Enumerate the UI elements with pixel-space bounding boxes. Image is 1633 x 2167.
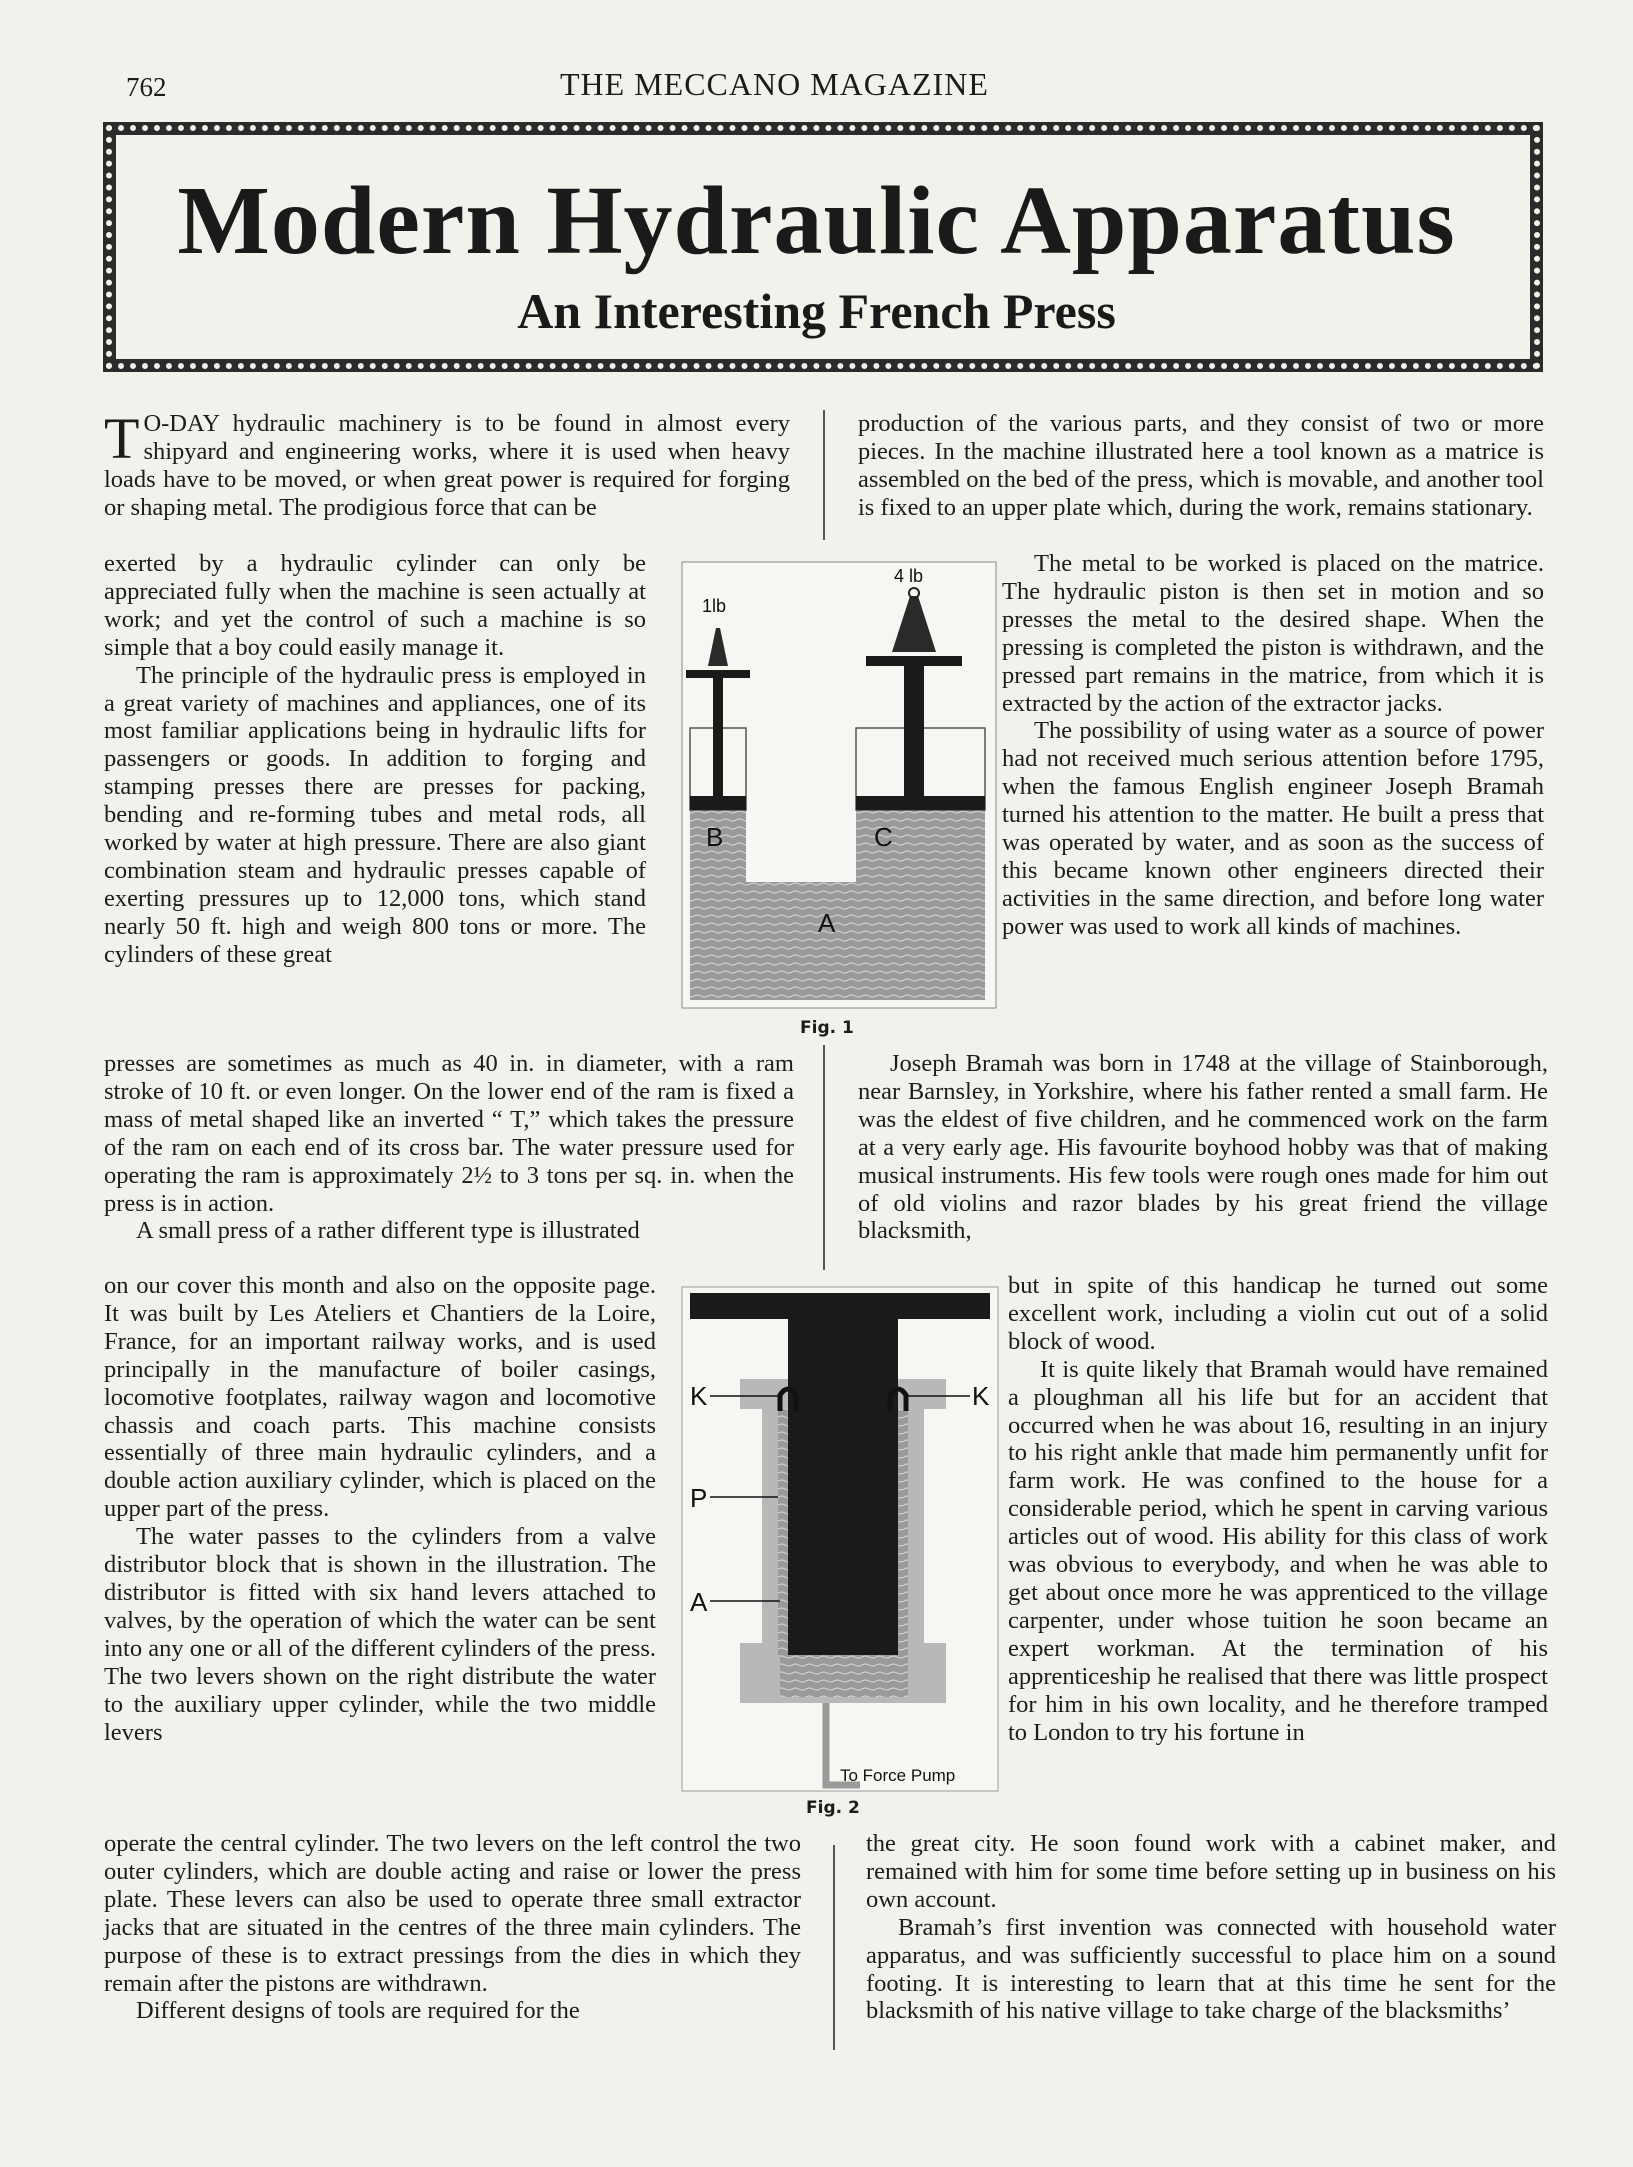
left-column-bottom bbox=[104, 1830, 801, 2025]
column-rule-top bbox=[823, 410, 825, 540]
paragraph: but in spite of this handicap he turned out some excellent work, including a violin cut out of a solid block of wood. bbox=[1008, 1272, 1548, 1355]
fig1-weight-left: 1lb bbox=[702, 596, 727, 616]
fig1-right-piston bbox=[856, 796, 985, 810]
fig1-right-plate bbox=[866, 656, 962, 666]
figure-2-diagram bbox=[680, 1285, 1000, 1795]
fig2-water-chamber bbox=[780, 1655, 908, 1697]
fig1-label-c: C bbox=[874, 822, 893, 852]
fig2-water-side-left bbox=[778, 1409, 788, 1655]
fig2-pump-label: To Force Pump bbox=[840, 1766, 956, 1785]
paragraph: the great city. He soon found work with a cabinet maker, and remained with him for some time before setting up in business on his own account. bbox=[866, 1830, 1556, 1913]
paragraph: The principle of the hydraulic press is employed in a great variety of machines and appliances, one of its most familiar applications being in hydraulic lifts for passengers or goods. In addition to forging and stamping presses there are presses for packing, bending and re-forming tubes and metal rods, all worked by water at high pressure. There are also giant combination steam and hydraulic presses capable of exerting pressures up to 12,000 tons, which stand nearly 50 ft. high and weigh 800 tons or more. The cylinders of these great bbox=[104, 661, 646, 968]
paragraph: operate the central cylinder. The two levers on the left control the two outer cylinders, which are double acting and raise or lower the press plate. These levers can also be used to operate three small extractor jacks that are situated in the centres of the three main cylinders. The purpose of these is to extract pressings from the dies in which they remain after the pistons are withdrawn. bbox=[104, 1830, 801, 1997]
paragraph: A small press of a rather different type is illustrated bbox=[136, 1217, 640, 1245]
fig2-ram-overlay bbox=[788, 1319, 898, 1655]
paragraph: Different designs of tools are required for the bbox=[136, 1997, 580, 2025]
right-column-bottom bbox=[866, 1830, 1556, 2025]
fig1-right-rod bbox=[904, 660, 924, 796]
fig2-label-p: P bbox=[690, 1483, 708, 1513]
right-column-middle bbox=[858, 1050, 1548, 1245]
fig1-label-a: A bbox=[818, 908, 836, 938]
figure-1-diagram bbox=[680, 560, 998, 1012]
page-number: 762 bbox=[126, 72, 167, 102]
left-column-fig1-wrap bbox=[104, 550, 646, 969]
paragraph: T O-DAY hydraulic machinery is to be found in almost every shipyard and engineering works, where it is used when heavy loads have to be moved, or when great power is required for forging or shaping metal. The prodigious force that can be bbox=[104, 406, 790, 521]
paragraph: Joseph Bramah was born in 1748 at the village of Stainborough, near Barnsley, in Yorkshire, where his father rented a small farm. He was the eldest of five children, and he commenced work on the farm at a very early age. His favourite boyhood hobby was that of making musical instruments. His few tools were rough ones made for him out of old violins and razor blades by his great friend the village blacksmith, bbox=[858, 1050, 1548, 1245]
fig2-water-side-right bbox=[898, 1409, 908, 1655]
paragraph: It is quite likely that Bramah would have remained a ploughman all his life but for an accident that occurred when he was about 16, resulting in an injury to his right ankle that made him permanently unfit for farm work. He was confined to the house for a considerable period, which he spent in carving various articles out of wood. His ability for this class of work was obvious to everybody, and when he was able to get about once more he was apprenticed to the village carpenter, under whose tuition he soon became an expert workman. At the termination of his apprenticeship he realised that there was little prospect for him in his own locality, and he therefore tramped to London to try his fortune in bbox=[1008, 1355, 1548, 1746]
fig2-top-plate bbox=[690, 1293, 990, 1319]
left-column-top bbox=[104, 406, 790, 522]
right-column-fig2-wrap bbox=[1008, 1272, 1548, 1746]
fig1-left-plate bbox=[686, 670, 750, 678]
fig1-label-b: B bbox=[706, 822, 724, 852]
article-subtitle: An Interesting French Press bbox=[517, 283, 1116, 339]
left-column-fig2-wrap bbox=[104, 1272, 656, 1746]
fig1-left-piston bbox=[690, 796, 746, 810]
paragraph: exerted by a hydraulic cylinder can only be appreciated fully when the machine is seen actually at work; and yet the control of such a machine is so simple that a boy could easily manage it. bbox=[104, 550, 646, 661]
figure-2-caption: Fig. 2 bbox=[806, 1798, 860, 1818]
figure-1-caption: Fig. 1 bbox=[800, 1018, 854, 1038]
paragraph: production of the various parts, and they consist of two or more pieces. In the machine illustrated here a tool known as a matrice is assembled on the bed of the press, which is movable, and another tool is fixed to an upper plate which, during the work, remains stationary. bbox=[858, 410, 1544, 521]
fig2-label-k-right: K bbox=[972, 1381, 990, 1411]
paragraph: on our cover this month and also on the opposite page. It was built by Les Ateliers et Chantiers de la Loire, France, for an important railway works, and is used principally in the manufacture of boiler casings, locomotive footplates, railway wagon and locomotive chassis and coach parts. This machine consists essentially of three main hydraulic cylinders, and a double action auxiliary cylinder, which is placed on the upper part of the press. bbox=[104, 1272, 656, 1523]
paragraph: Bramah’s first invention was connected with household water apparatus, and was sufficiently successful to place him on a sound footing. It is interesting to learn that at this time he sent for the blacksmith of his native village to take charge of the blacksmiths’ bbox=[866, 1913, 1556, 2025]
fig2-label-k-left: K bbox=[690, 1381, 708, 1411]
paragraph: The possibility of using water as a source of power had not received much serious attention before 1795, when the famous English engineer Joseph Bramah turned his attention to the matter. He built a press that was operated by water, and as soon as the success of this became known other engineers directed their activities in the same direction, and before long water power was used to work all kinds of machines. bbox=[1002, 717, 1544, 940]
right-column-fig1-wrap bbox=[1002, 550, 1544, 941]
column-rule-bottom bbox=[833, 1845, 835, 2050]
left-column-middle bbox=[104, 1050, 794, 1245]
right-column-top bbox=[858, 410, 1544, 522]
column-rule-middle bbox=[823, 1045, 825, 1270]
fig1-left-rod bbox=[713, 672, 723, 796]
paragraph: The metal to be worked is placed on the matrice. The hydraulic piston is then set in motion and so presses the metal to the desired shape. When the pressing is completed the piston is withdrawn, and the pressed part remains in the matrice, from which it is extracted by the action of the extractor jacks. bbox=[1002, 550, 1544, 717]
article-title: Modern Hydraulic Apparatus bbox=[177, 167, 1456, 275]
fig2-label-a: A bbox=[690, 1587, 708, 1617]
fig1-weight-right: 4 lb bbox=[894, 566, 924, 586]
drop-cap: T bbox=[104, 406, 140, 471]
paragraph: The water passes to the cylinders from a valve distributor block that is shown in the illustration. The distributor is fitted with six hand levers attached to valves, by the operation of which the water can be sent into any one or all of the different cylinders of the press. The two levers shown on the right distribute the water to the auxiliary upper cylinder, while the two middle levers bbox=[104, 1523, 656, 1746]
magazine-name: THE MECCANO MAGAZINE bbox=[560, 66, 989, 102]
paragraph: presses are sometimes as much as 40 in. in diameter, with a ram stroke of 10 ft. or even longer. On the lower end of the ram is fixed a mass of metal shaped like an inverted “ T,” which takes the pressure of the ram on each end of its cross bar. The water pressure used for operating the ram is approximately 2½ to 3 tons per sq. in. when the press is in action. bbox=[104, 1050, 794, 1217]
